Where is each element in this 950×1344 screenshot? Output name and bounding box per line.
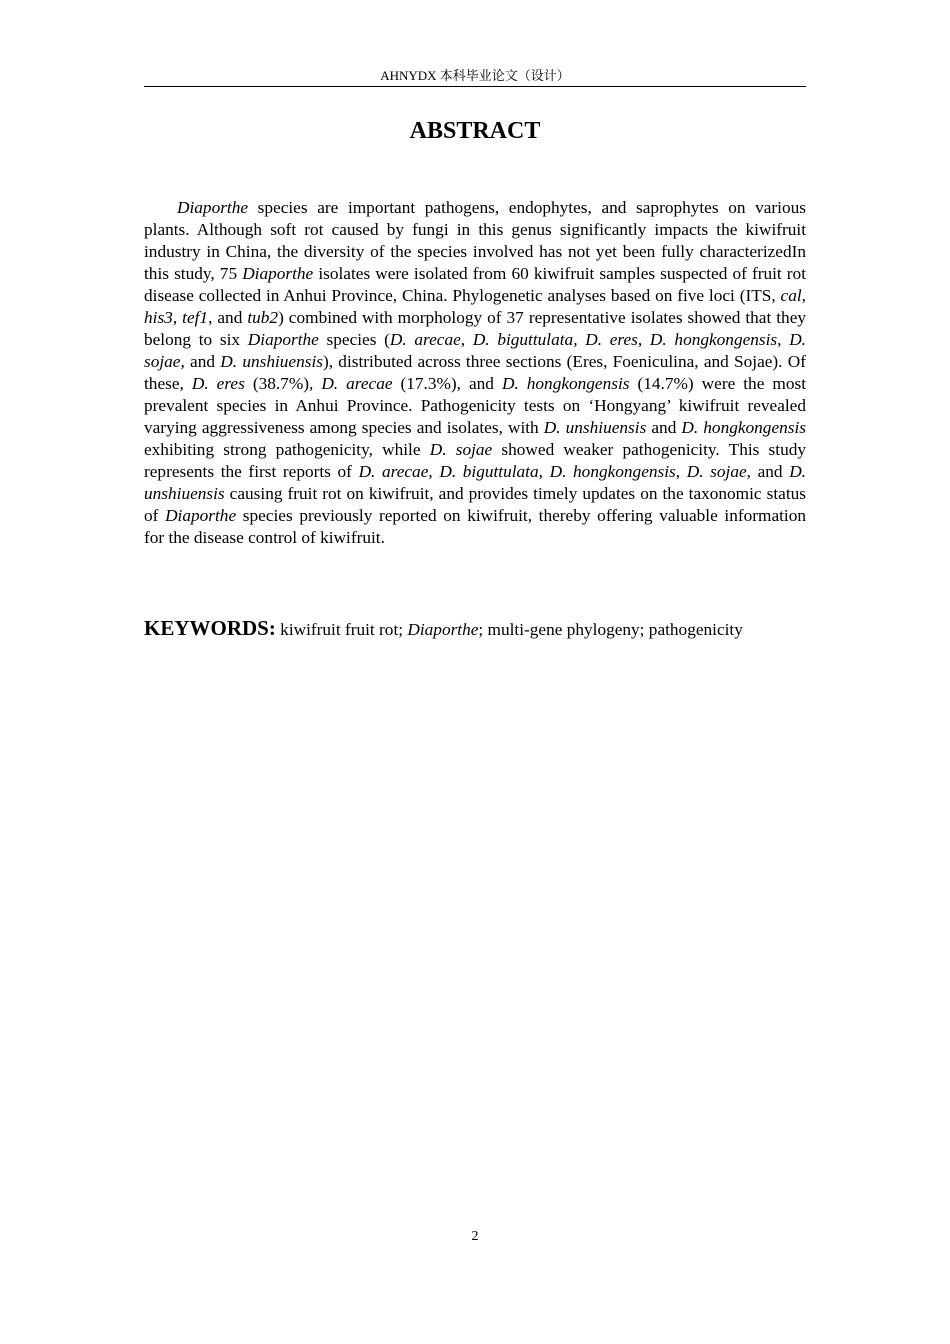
abstract-text: , and <box>746 462 790 481</box>
abstract-text: exhibiting strong pathogenicity, while <box>144 440 430 459</box>
abstract-text: , <box>573 330 586 349</box>
taxon-name: D. unshiuensis <box>144 462 807 503</box>
keywords-paragraph <box>144 617 806 641</box>
abstract-text: species previously reported on kiwifruit, thereby offering valuable information for the disease control of kiwifruit. <box>144 506 806 547</box>
taxon-name: D. biguttulata <box>472 330 574 349</box>
taxon-name: D. hongkongensis <box>649 330 778 349</box>
abstract-text: , <box>637 330 650 349</box>
taxon-name: D. arecae <box>358 462 429 481</box>
taxon-name: D. sojae <box>429 440 493 459</box>
keyword-taxon: Diaporthe <box>407 620 479 639</box>
taxon-name: D. unshiuensis <box>543 418 647 437</box>
taxon-name: D. unshiuensis <box>220 352 323 371</box>
keywords-text: ; multi-gene phylogeny; pathogenicity <box>478 620 743 639</box>
abstract-text: isolates were isolated from 60 kiwifruit samples suspected of fruit rot disease collected in Anhui Province, China. Phylogenetic analyses based on five loci (ITS, <box>144 264 806 305</box>
taxon-name: D. sojae <box>686 462 747 481</box>
page-title: ABSTRACT <box>409 118 541 144</box>
taxon-name: Diaporthe <box>177 198 249 217</box>
keywords-text: kiwifruit fruit rot; <box>275 620 408 639</box>
taxon-name: D. eres <box>585 330 638 349</box>
taxon-name: D. sojae <box>144 330 806 371</box>
abstract-text: and <box>646 418 682 437</box>
abstract-text: ), distributed across three sections (Eres, Foeniculina, and Sojae). Of these, <box>144 352 806 393</box>
gene-locus: cal <box>780 286 802 305</box>
abstract-paragraph <box>144 197 806 549</box>
abstract-text: , and <box>180 352 221 371</box>
taxon-name: D. arecae <box>321 374 393 393</box>
abstract-text: causing fruit rot on kiwifruit, and provides timely updates on the taxonomic status of <box>144 484 806 525</box>
keywords-label: KEYWORDS: <box>144 616 276 640</box>
taxon-name: D. arecae <box>389 330 461 349</box>
abstract-text: , <box>801 286 806 305</box>
taxon-name: D. eres <box>191 374 245 393</box>
abstract-text: (17.3%), and <box>392 374 502 393</box>
taxon-name: D. hongkongensis <box>549 462 676 481</box>
gene-locus: tef1 <box>182 308 209 327</box>
taxon-name: Diaporthe <box>242 264 314 283</box>
abstract-text: , <box>460 330 473 349</box>
gene-locus: tub2 <box>247 308 279 327</box>
page-header: AHNYDX 本科毕业论文（设计） <box>380 68 570 83</box>
abstract-text: species are important pathogens, endophytes, and saprophytes on various plants. Although soft rot caused by fungi in this genus significantly impacts the kiwifruit industry in China, the diversity of the species involved has not yet been fully characterizedIn this study, 75 <box>144 198 806 283</box>
page-number: 2 <box>471 1229 479 1244</box>
taxon-name: D. biguttulata <box>439 462 539 481</box>
abstract-text: species ( <box>318 330 390 349</box>
abstract-text: (14.7%) were the most prevalent species in Anhui Province. Pathogenicity tests on ‘Hongyang’ kiwifruit revealed varying aggressiveness among species and isolates, with <box>144 374 806 437</box>
abstract-text: , and <box>208 308 248 327</box>
taxon-name: D. hongkongensis <box>681 418 807 437</box>
abstract-text: showed weaker pathogenicity. This study represents the first reports of <box>144 440 807 481</box>
taxon-name: D. hongkongensis <box>501 374 630 393</box>
taxon-name: Diaporthe <box>247 330 319 349</box>
abstract-text: , <box>538 462 550 481</box>
abstract-text: ) combined with morphology of 37 representative isolates showed that they belong to six <box>144 308 807 349</box>
taxon-name: Diaporthe <box>165 506 237 525</box>
gene-locus: his3 <box>144 308 173 327</box>
abstract-text: (38.7%), <box>244 374 322 393</box>
abstract-text: , <box>428 462 440 481</box>
abstract-text: , <box>777 330 790 349</box>
abstract-text: , <box>172 308 183 327</box>
header-rule <box>144 86 806 87</box>
abstract-text: , <box>675 462 687 481</box>
